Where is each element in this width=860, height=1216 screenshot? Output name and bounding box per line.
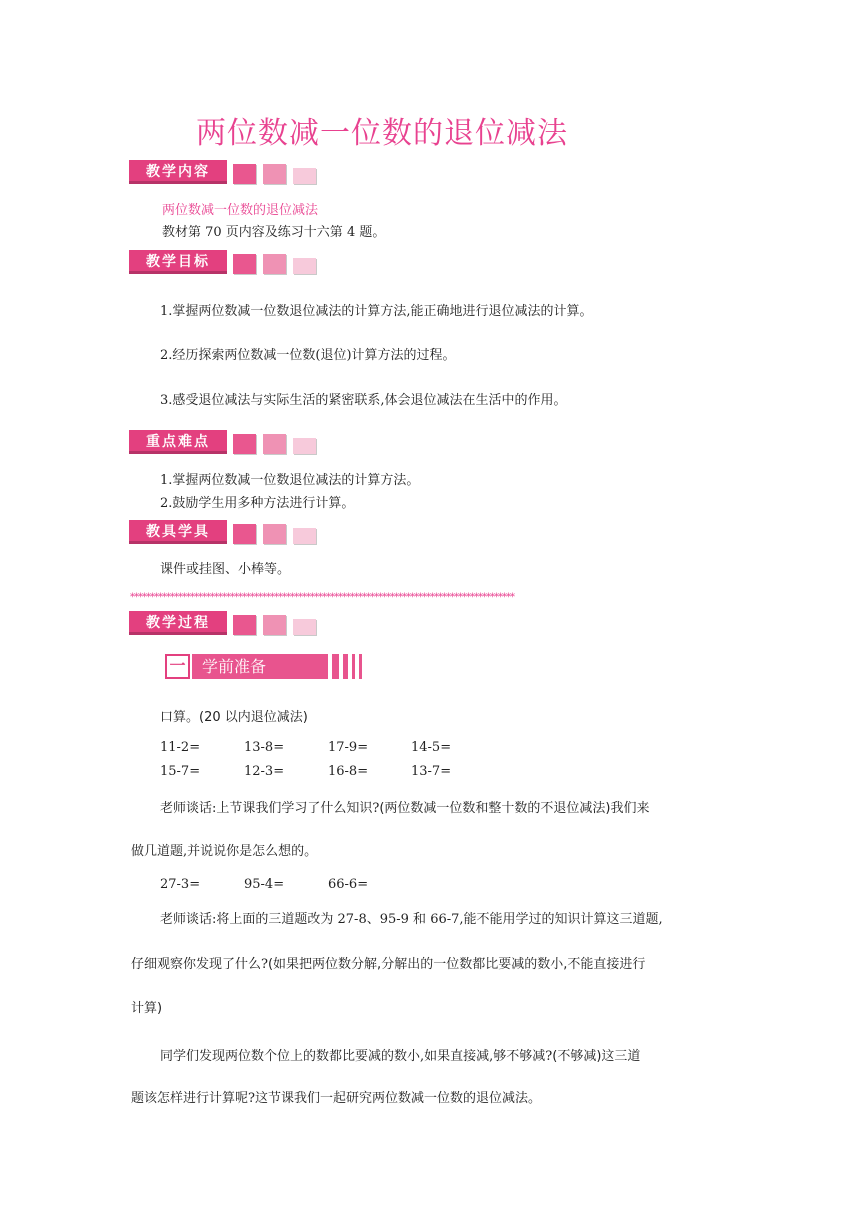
- step-label: 学前准备: [192, 654, 328, 679]
- text-run: 仔细观察你发现了什么?: [131, 957, 268, 972]
- answer-run: (如果把两位数分解,分解出的一位数都比要减的数小,不能直接进行: [267, 957, 646, 972]
- oral-problem: 16-8=: [328, 764, 369, 779]
- paragraph-line: 做几道题,并说说你是怎么想的。: [131, 844, 318, 859]
- oral-prefix: 口算。: [160, 710, 200, 725]
- key-point-item: 2.鼓励学生用多种方法进行计算。: [160, 496, 355, 511]
- oral-problem: 13-7=: [411, 764, 452, 779]
- decor-square: [293, 619, 316, 635]
- oral-problem: 15-7=: [160, 764, 201, 779]
- oral-problem: 27-3=: [160, 877, 201, 892]
- oral-problem: 11-2=: [160, 740, 201, 755]
- goal-item: 2.经历探索两位数减一位数(退位)计算方法的过程。: [160, 348, 456, 363]
- decor-square: [293, 258, 316, 274]
- tools-text: 课件或挂图、小棒等。: [160, 562, 291, 577]
- decor-bar: [359, 654, 362, 679]
- text-run: 同学们发现两位数个位上的数都比要减的数小,如果直接减,够不够减?: [160, 1049, 553, 1064]
- step-number: 一: [165, 654, 190, 679]
- paragraph-line: 计算): [131, 1001, 163, 1016]
- section-label: 教学目标: [129, 250, 227, 274]
- answer-run: (不够减): [552, 1049, 602, 1064]
- oral-problem: 12-3=: [244, 764, 285, 779]
- text-run: 这三道: [601, 1049, 641, 1064]
- decor-square: [293, 438, 316, 454]
- oral-heading: [160, 706, 308, 725]
- star-separator: ************************************************************************************************: [130, 592, 514, 603]
- decor-square: [263, 434, 286, 454]
- decor-square: [263, 254, 286, 274]
- paragraph-line: [160, 797, 650, 816]
- decor-square: [263, 164, 286, 184]
- oral-problem: 66-6=: [328, 877, 369, 892]
- text-run: 我们来: [610, 801, 650, 816]
- content-pages: 教材第 70 页内容及练习十六第 4 题。: [162, 225, 386, 240]
- section-label: 教学内容: [129, 160, 227, 184]
- decor-square: [233, 524, 256, 544]
- decor-bar: [343, 654, 348, 679]
- section-label: 教学过程: [129, 611, 227, 635]
- answer-run: (两位数减一位数和整十数的不退位减法): [379, 801, 611, 816]
- section-label: 重点难点: [129, 430, 227, 454]
- decor-square: [233, 254, 256, 274]
- key-point-item: 1.掌握两位数减一位数退位减法的计算方法。: [160, 473, 420, 488]
- paragraph-line: 老师谈话:将上面的三道题改为 27-8、95-9 和 66-7,能不能用学过的知识计算这三道题,: [160, 912, 663, 927]
- oral-problem: 17-9=: [328, 740, 369, 755]
- decor-bar: [332, 654, 339, 679]
- step-banner: [165, 654, 363, 679]
- goal-item: 1.掌握两位数减一位数退位减法的计算方法,能正确地进行退位减法的计算。: [160, 304, 593, 319]
- oral-problem: 95-4=: [244, 877, 285, 892]
- decor-square: [233, 164, 256, 184]
- decor-square: [233, 615, 256, 635]
- decor-square: [263, 524, 286, 544]
- text-run: 老师谈话:上节课我们学习了什么知识?: [160, 801, 380, 816]
- content-topic: 两位数减一位数的退位减法: [162, 203, 319, 218]
- oral-note: (20 以内退位减法): [199, 710, 308, 725]
- decor-square: [233, 434, 256, 454]
- paragraph-line: [160, 1045, 640, 1064]
- section-label: 教具学具: [129, 520, 227, 544]
- decor-square: [293, 168, 316, 184]
- goal-item: 3.感受退位减法与实际生活的紧密联系,体会退位减法在生活中的作用。: [160, 393, 567, 408]
- decor-square: [293, 528, 316, 544]
- paragraph-line: [131, 953, 645, 972]
- decor-bar: [352, 654, 355, 679]
- decor-square: [263, 615, 286, 635]
- oral-problem: 13-8=: [244, 740, 285, 755]
- page-title: 两位数减一位数的退位减法: [196, 116, 568, 151]
- paragraph-line: 题该怎样进行计算呢?这节课我们一起研究两位数减一位数的退位减法。: [131, 1091, 541, 1106]
- oral-problem: 14-5=: [411, 740, 452, 755]
